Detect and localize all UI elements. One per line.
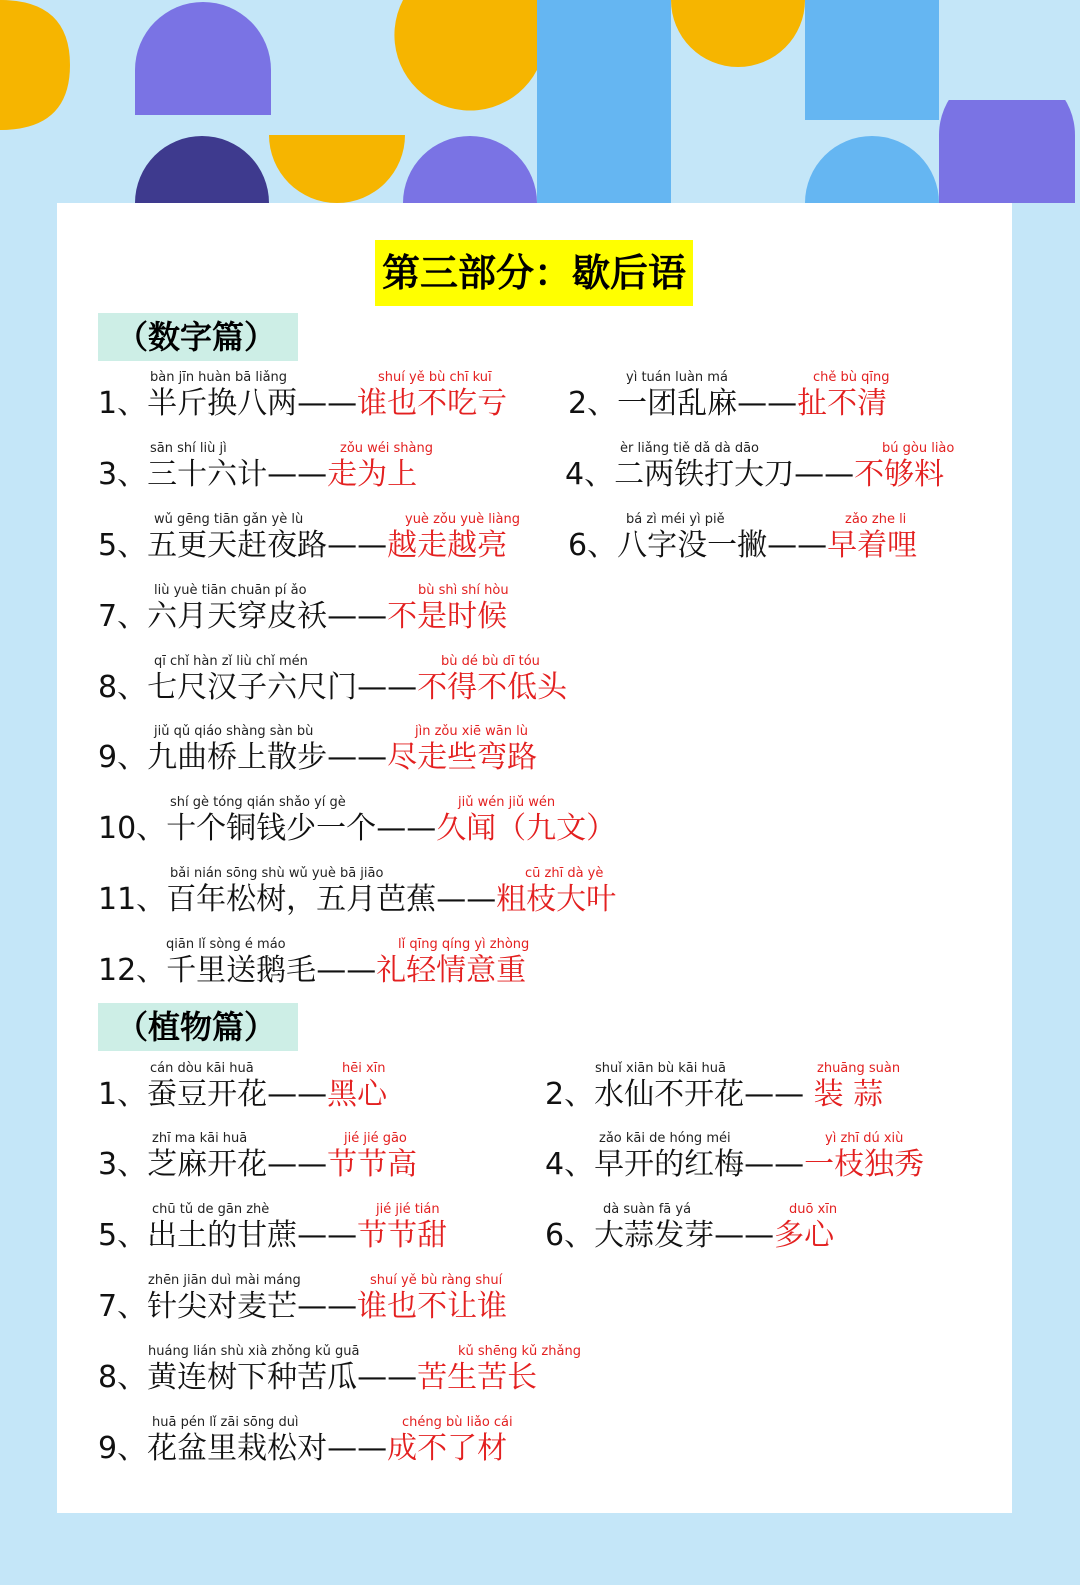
pinyin-answer: lǐ qīng qíng yì zhòng bbox=[398, 937, 530, 952]
idiom-answer: 苦生苦长 bbox=[417, 1360, 538, 1395]
pinyin-question: bàn jīn huàn bā liǎng bbox=[150, 370, 288, 385]
idiom-line bbox=[568, 526, 917, 566]
idiom-question: 花盆里栽松对 bbox=[147, 1431, 328, 1466]
idiom-dash: —— bbox=[327, 1431, 388, 1466]
idiom-question: 二两铁打大刀 bbox=[614, 457, 795, 492]
pinyin-question: bá zì méi yì piě bbox=[626, 512, 725, 527]
pinyin-question: qiān lǐ sòng é máo bbox=[166, 937, 286, 952]
pinyin-answer: zǒu wéi shàng bbox=[340, 441, 433, 456]
pinyin-answer: shuí yě bù ràng shuí bbox=[370, 1273, 503, 1288]
pinyin-answer: jié jié gāo bbox=[344, 1131, 407, 1146]
idiom-answer: 谁也不让谁 bbox=[357, 1289, 508, 1324]
idiom-answer: 礼轻情意重 bbox=[376, 953, 527, 988]
item-number: 8、 bbox=[98, 1360, 148, 1395]
section-heading-plants: （植物篇） bbox=[98, 1003, 298, 1051]
idiom-answer: 不得不低头 bbox=[417, 670, 568, 705]
idiom-question: 五更天赶夜路 bbox=[147, 528, 328, 563]
decorative-banner bbox=[0, 0, 1080, 203]
item-number: 7、 bbox=[98, 1289, 148, 1324]
pinyin-question: liù yuè tiān chuān pí ǎo bbox=[154, 583, 307, 598]
idiom-line bbox=[98, 1216, 447, 1256]
item-number: 7、 bbox=[98, 599, 148, 634]
idiom-answer: 越走越亮 bbox=[387, 528, 508, 563]
idiom-answer: 谁也不吃亏 bbox=[357, 386, 508, 421]
pinyin-question: shuǐ xiān bù kāi huā bbox=[595, 1061, 726, 1076]
idiom-answer: 黑心 bbox=[327, 1077, 388, 1112]
item-number: 4、 bbox=[565, 457, 615, 492]
idiom-dash: —— bbox=[794, 457, 855, 492]
idiom-question: 三十六计 bbox=[147, 457, 268, 492]
idiom-line bbox=[565, 455, 944, 495]
item-number: 4、 bbox=[545, 1147, 595, 1182]
idiom-line bbox=[98, 597, 507, 637]
pinyin-question: zhī ma kāi huā bbox=[152, 1131, 248, 1146]
pinyin-answer: bù shì shí hòu bbox=[418, 583, 509, 598]
idiom-question: 早开的红梅 bbox=[594, 1147, 745, 1182]
pinyin-question: huáng lián shù xià zhǒng kǔ guā bbox=[148, 1344, 360, 1359]
pinyin-answer: kǔ shēng kǔ zhǎng bbox=[458, 1344, 581, 1359]
idiom-question: 针尖对麦芒 bbox=[147, 1289, 298, 1324]
idiom-dash: —— bbox=[737, 386, 798, 421]
pinyin-question: jiǔ qǔ qiáo shàng sàn bù bbox=[154, 724, 314, 739]
item-number: 3、 bbox=[98, 1147, 148, 1182]
idiom-dash: —— bbox=[297, 1218, 358, 1253]
idiom-question: 蚕豆开花 bbox=[147, 1077, 268, 1112]
pinyin-answer: yì zhī dú xiù bbox=[825, 1131, 904, 1146]
section-heading-numbers: （数字篇） bbox=[98, 313, 298, 361]
idiom-dash: —— bbox=[357, 670, 418, 705]
idiom-line bbox=[98, 738, 537, 778]
page-title: 第三部分：歇后语 bbox=[375, 240, 693, 306]
idiom-question: 大蒜发芽 bbox=[594, 1218, 715, 1253]
item-number: 2、 bbox=[545, 1077, 595, 1112]
item-number: 9、 bbox=[98, 740, 148, 775]
idiom-dash: —— bbox=[714, 1218, 775, 1253]
idiom-answer: 粗枝大叶 bbox=[496, 882, 617, 917]
pinyin-answer: zhuāng suàn bbox=[817, 1061, 901, 1076]
pinyin-question: chū tǔ de gān zhè bbox=[152, 1202, 270, 1217]
pinyin-answer: jiǔ wén jiǔ wén bbox=[458, 795, 556, 810]
idiom-question: 八字没一撇 bbox=[617, 528, 768, 563]
item-number: 5、 bbox=[98, 1218, 148, 1253]
idiom-answer: 早着哩 bbox=[827, 528, 918, 563]
idiom-line bbox=[568, 384, 887, 424]
idiom-question: 一团乱麻 bbox=[617, 386, 738, 421]
pinyin-answer: shuí yě bù chī kuī bbox=[378, 370, 492, 385]
idiom-answer: 尽走些弯路 bbox=[387, 740, 538, 775]
pinyin-question: yì tuán luàn má bbox=[626, 370, 728, 385]
idiom-dash: —— bbox=[297, 1289, 358, 1324]
pinyin-answer: zǎo zhe li bbox=[845, 512, 907, 527]
idiom-line bbox=[98, 1287, 507, 1327]
item-number: 6、 bbox=[545, 1218, 595, 1253]
idiom-question: 百年松树，五月芭蕉 bbox=[166, 882, 437, 917]
idiom-dash: —— bbox=[267, 1077, 328, 1112]
idiom-answer: 成不了材 bbox=[387, 1431, 508, 1466]
idiom-line bbox=[98, 455, 417, 495]
pinyin-answer: duō xīn bbox=[789, 1202, 838, 1217]
pinyin-answer: jìn zǒu xiē wān lù bbox=[415, 724, 529, 739]
idiom-line bbox=[98, 1145, 417, 1185]
item-number: 6、 bbox=[568, 528, 618, 563]
item-number: 1、 bbox=[98, 386, 148, 421]
idiom-question: 七尺汉子六尺门 bbox=[147, 670, 358, 705]
pinyin-question: cán dòu kāi huā bbox=[150, 1061, 254, 1076]
idiom-answer: 多心 bbox=[774, 1218, 835, 1253]
pinyin-question: sān shí liù jì bbox=[150, 441, 227, 456]
idiom-answer: 节节高 bbox=[327, 1147, 418, 1182]
pinyin-answer: bù dé bù dī tóu bbox=[441, 654, 540, 669]
idiom-question: 十个铜钱少一个 bbox=[166, 811, 377, 846]
idiom-dash: —— bbox=[376, 811, 437, 846]
item-number: 11、 bbox=[98, 882, 167, 917]
idiom-answer: 扯不清 bbox=[797, 386, 888, 421]
item-number: 3、 bbox=[98, 457, 148, 492]
idiom-question: 六月天穿皮袄 bbox=[147, 599, 328, 634]
idiom-question: 水仙不开花 bbox=[594, 1077, 745, 1112]
idiom-dash: —— bbox=[357, 1360, 418, 1395]
item-number: 1、 bbox=[98, 1077, 148, 1112]
idiom-line bbox=[98, 809, 616, 849]
idiom-answer: 不够料 bbox=[854, 457, 945, 492]
idiom-line bbox=[98, 668, 567, 708]
idiom-question: 黄连树下种苦瓜 bbox=[147, 1360, 358, 1395]
idiom-dash: —— bbox=[744, 1147, 805, 1182]
idiom-line bbox=[98, 526, 507, 566]
pinyin-answer: bú gòu liào bbox=[882, 441, 955, 456]
pinyin-question: huā pén lǐ zāi sōng duì bbox=[152, 1415, 299, 1430]
idiom-dash: —— bbox=[744, 1077, 805, 1112]
pinyin-question: qī chǐ hàn zǐ liù chǐ mén bbox=[154, 654, 308, 669]
idiom-line bbox=[98, 951, 526, 991]
idiom-answer: 一枝独秀 bbox=[804, 1147, 925, 1182]
pinyin-question: zhēn jiān duì mài máng bbox=[148, 1273, 301, 1288]
idiom-dash: —— bbox=[436, 882, 497, 917]
pinyin-answer: chě bù qīng bbox=[813, 370, 890, 385]
item-number: 10、 bbox=[98, 811, 167, 846]
pinyin-question: zǎo kāi de hóng méi bbox=[599, 1131, 731, 1146]
idiom-question: 芝麻开花 bbox=[147, 1147, 268, 1182]
idiom-dash: —— bbox=[267, 1147, 328, 1182]
item-number: 2、 bbox=[568, 386, 618, 421]
pinyin-question: shí gè tóng qián shǎo yí gè bbox=[170, 795, 346, 810]
item-number: 9、 bbox=[98, 1431, 148, 1466]
idiom-dash: —— bbox=[267, 457, 328, 492]
idiom-dash: —— bbox=[327, 599, 388, 634]
pinyin-answer: yuè zǒu yuè liàng bbox=[405, 512, 520, 527]
idiom-line bbox=[98, 880, 616, 920]
idiom-question: 半斤换八两 bbox=[147, 386, 298, 421]
idiom-dash: —— bbox=[327, 740, 388, 775]
idiom-dash: —— bbox=[327, 528, 388, 563]
idiom-question: 九曲桥上散步 bbox=[147, 740, 328, 775]
idiom-answer: 久闻（九文） bbox=[436, 811, 617, 846]
idiom-question: 出土的甘蔗 bbox=[147, 1218, 298, 1253]
idiom-line bbox=[98, 1429, 507, 1469]
pinyin-question: èr liǎng tiě dǎ dà dāo bbox=[620, 441, 760, 456]
idiom-dash: —— bbox=[297, 386, 358, 421]
idiom-line bbox=[545, 1216, 834, 1256]
idiom-line bbox=[98, 1075, 387, 1115]
item-number: 12、 bbox=[98, 953, 167, 988]
idiom-line bbox=[545, 1145, 924, 1185]
item-number: 5、 bbox=[98, 528, 148, 563]
pinyin-question: bǎi nián sōng shù wǔ yuè bā jiāo bbox=[170, 866, 384, 881]
idiom-dash: —— bbox=[767, 528, 828, 563]
pinyin-answer: cū zhī dà yè bbox=[525, 866, 604, 881]
idiom-line bbox=[545, 1075, 883, 1115]
pinyin-answer: chéng bù liǎo cái bbox=[402, 1415, 513, 1430]
pinyin-question: dà suàn fā yá bbox=[603, 1202, 692, 1217]
idiom-answer: 不是时候 bbox=[387, 599, 508, 634]
idiom-dash: —— bbox=[316, 953, 377, 988]
idiom-answer: 装 蒜 bbox=[804, 1077, 884, 1112]
idiom-answer: 节节甜 bbox=[357, 1218, 448, 1253]
idiom-line bbox=[98, 1358, 537, 1398]
pinyin-question: wǔ gēng tiān gǎn yè lù bbox=[154, 512, 304, 527]
pinyin-answer: jié jié tián bbox=[376, 1202, 440, 1217]
idiom-question: 千里送鹅毛 bbox=[166, 953, 317, 988]
item-number: 8、 bbox=[98, 670, 148, 705]
pinyin-answer: hēi xīn bbox=[342, 1061, 386, 1076]
idiom-line bbox=[98, 384, 507, 424]
idiom-answer: 走为上 bbox=[327, 457, 418, 492]
